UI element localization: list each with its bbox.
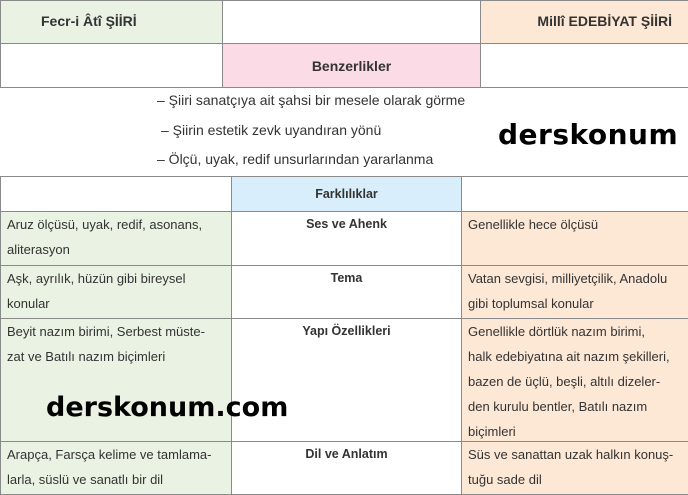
table-row-category [231, 318, 462, 442]
table-row-left [0, 211, 232, 266]
row-category-label: Tema [330, 271, 363, 285]
similarity-item: – Şiiri sanatçıya ait şahsi bir mesele olarak görme [157, 92, 466, 108]
differences-right-cell [461, 176, 688, 212]
similarities-right-cell [480, 43, 688, 88]
row-left-line: aliterasyon [7, 242, 70, 257]
row-right-line: Genellikle dörtlük nazım birimi, [468, 324, 646, 339]
watermark-top: derskonum [498, 118, 679, 151]
row-right-line: halk edebiyatına ait nazım şekilleri, [468, 349, 670, 364]
row-left-line: zat ve Batılı nazım biçimleri [7, 349, 166, 364]
table-row-right [461, 265, 688, 319]
header-right-title: Millî EDEBİYAT ŞİİRİ [537, 13, 672, 29]
differences-left-cell [0, 176, 232, 212]
row-left-line: larla, süslü ve sanatlı bir dil [7, 472, 164, 487]
header-left-cell [0, 0, 223, 44]
similarity-item: – Ölçü, uyak, redif unsurlarından yararlanma [157, 151, 434, 167]
similarities-title-cell [222, 43, 481, 88]
row-right-line: gibi toplumsal konular [468, 296, 594, 311]
table-row-left [0, 441, 232, 495]
row-right-line: den kurulu bentler, Batılı nazım [468, 399, 648, 414]
row-right-line: bazen de üçlü, beşli, altılı dizeler- [468, 374, 661, 389]
differences-title: Farklılıklar [315, 187, 378, 201]
row-right-line: Genellikle hece ölçüsü [468, 217, 599, 232]
row-category-label: Dil ve Anlatım [305, 447, 388, 461]
row-left-line: Aruz ölçüsü, uyak, redif, asonans, [7, 217, 203, 232]
differences-title-cell [231, 176, 462, 212]
similarities-left-cell [0, 43, 223, 88]
row-left-line: Aşk, ayrılık, hüzün gibi bireysel [7, 271, 186, 286]
row-right-line: biçimleri [468, 424, 516, 439]
table-row-left [0, 318, 232, 442]
header-right-cell [480, 0, 688, 44]
similarity-item: – Şiirin estetik zevk uyandıran yönü [161, 122, 382, 138]
row-right-line: Vatan sevgisi, milliyetçilik, Anadolu [468, 271, 668, 286]
watermark-bottom: derskonum.com [46, 392, 289, 423]
similarities-title: Benzerlikler [311, 58, 392, 74]
table-row-right [461, 441, 688, 495]
row-left-line: konular [7, 296, 50, 311]
header-left-title: Fecr-i Âtî ŞİİRİ [41, 13, 137, 29]
row-right-line: Süs ve sanattan uzak halkın konuş- [468, 447, 674, 462]
row-left-line: Arapça, Farsça kelime ve tamlama- [7, 447, 212, 462]
table-row-left [0, 265, 232, 319]
table-row-category [231, 441, 462, 495]
table-row-category [231, 265, 462, 319]
row-category-label: Ses ve Ahenk [306, 217, 387, 231]
header-middle-cell [222, 0, 481, 44]
row-left-line: Beyit nazım birimi, Serbest müste- [7, 324, 205, 339]
table-row-category [231, 211, 462, 266]
table-row-right [461, 318, 688, 442]
row-right-line: tuğu sade dil [468, 472, 542, 487]
row-category-label: Yapı Özellikleri [302, 324, 391, 338]
table-row-right [461, 211, 688, 266]
